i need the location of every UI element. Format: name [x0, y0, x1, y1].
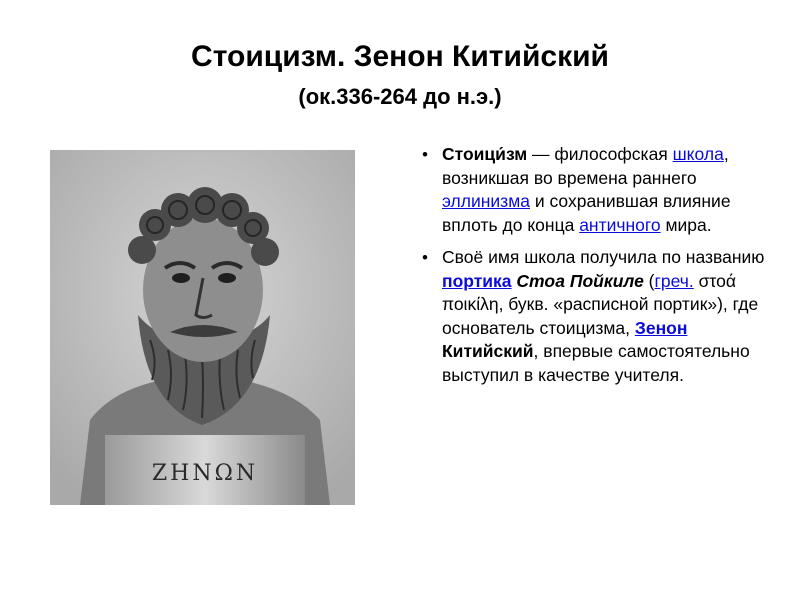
- bullet-definition: • Стоици́зм — философская школа, возникшая во времена раннего эллинизма и сохранившая влияние вплоть до конца античного мира.: [422, 143, 767, 237]
- portrait-inscription: ΖΗΝΩΝ: [151, 461, 259, 486]
- link-antique[interactable]: античного: [579, 214, 661, 235]
- bullet-name-origin: • Своё имя школа получила по названию портика Стоа Пойкиле (греч. στοά ποικίλη, букв. «расписной портик»), где основатель стоицизма, Зенон Китийский, впервые самостоятельно выступил в качестве учителя.: [422, 246, 767, 387]
- text-body: [422, 143, 767, 396]
- link-zeno[interactable]: Зенон: [634, 317, 688, 338]
- link-greek[interactable]: греч.: [654, 270, 694, 291]
- zeno-surname: Китийский: [442, 341, 534, 361]
- zeno-bust-image: [50, 150, 355, 505]
- link-hellenism[interactable]: эллинизма: [442, 191, 530, 211]
- slide-subtitle: (ок.336-264 до н.э.): [298, 84, 502, 109]
- term-stoicism: Стоици́зм: [442, 144, 528, 164]
- link-portico[interactable]: портика: [442, 270, 512, 291]
- stoa-poikile: Стоа Пойкиле: [516, 270, 644, 291]
- slide-title: Стоицизм. Зенон Китийский: [191, 40, 609, 73]
- link-school[interactable]: школа: [672, 144, 724, 164]
